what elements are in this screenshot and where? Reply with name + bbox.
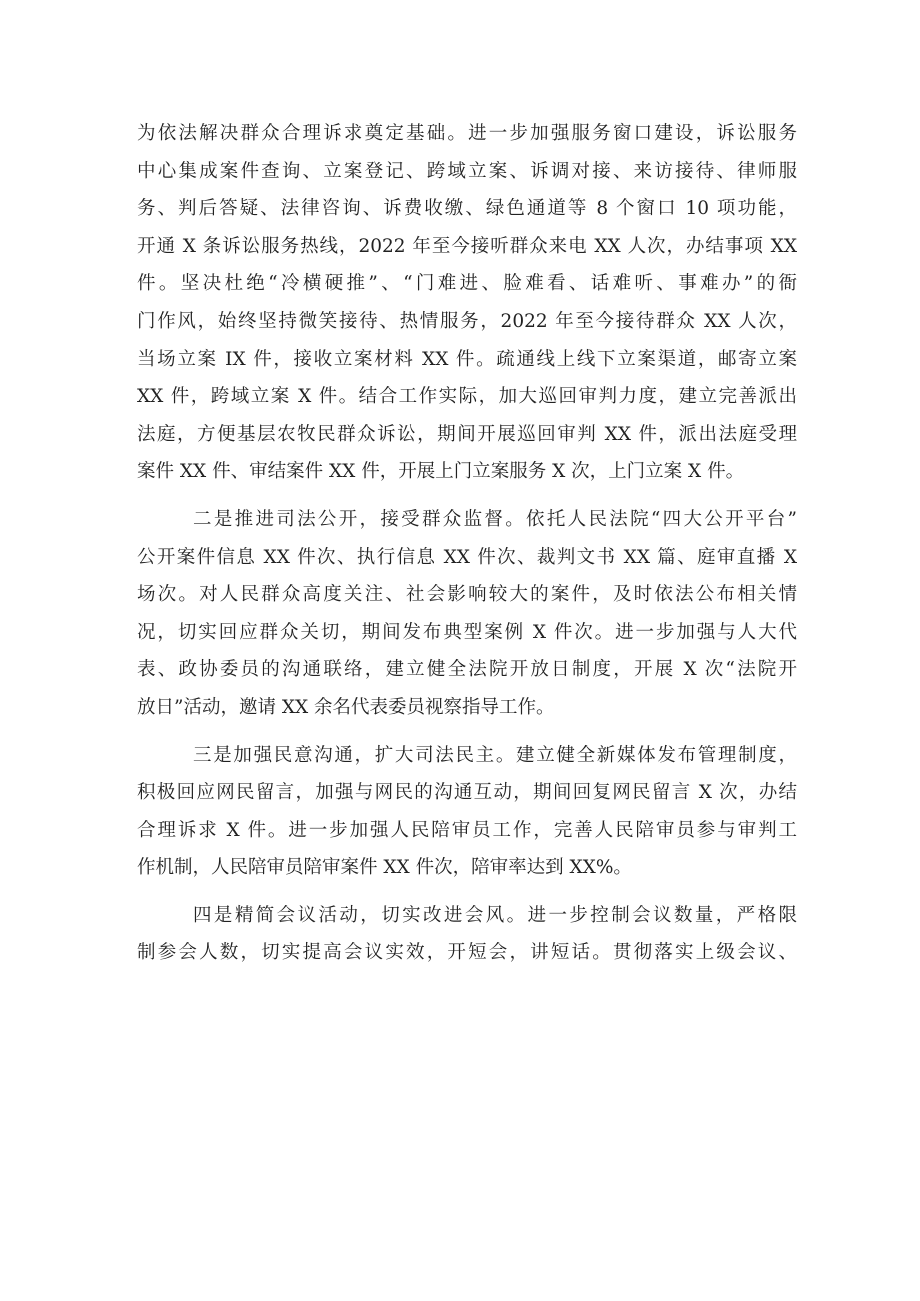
- text-line: 四是精简会议活动，切实改进会风。进一步控制会议数量，严格限: [193, 904, 797, 926]
- text-line: 表、政协委员的沟通联络，建立健全法院开放日制度，开展 X 次“法院开: [137, 659, 797, 681]
- text-line: 二是推进司法公开，接受群众监督。依托人民法院“四大公开平台”: [193, 508, 797, 530]
- paragraph-3: [137, 737, 797, 887]
- text-line: 案件 XX 件、审结案件 XX 件，开展上门立案服务 X 次，上门立案 X 件。: [137, 461, 745, 483]
- text-line: 务、判后答疑、法律咨询、诉费收缴、绿色通道等 8 个窗口 10 项功能，: [137, 198, 797, 220]
- text-line: 制参会人数，切实提高会议实效，开短会，讲短话。贯彻落实上级会议、: [137, 942, 797, 964]
- paragraph-1: [137, 115, 797, 491]
- text-line: 场次。对人民群众高度关注、社会影响较大的案件，及时依法公布相关情: [137, 584, 797, 606]
- text-line: 况，切实回应群众关切，期间发布典型案例 X 件次。进一步加强与人大代: [137, 621, 797, 643]
- text-line: 三是加强民意沟通，扩大司法民主。建立健全新媒体发布管理制度，: [193, 744, 797, 766]
- paragraph-4: [137, 897, 797, 972]
- text-line: 开通 X 条诉讼服务热线，2022 年至今接听群众来电 XX 人次，办结事项 XX: [137, 235, 797, 257]
- paragraph-2: [137, 501, 797, 727]
- text-line: 法庭，方便基层农牧民群众诉讼，期间开展巡回审判 XX 件，派出法庭受理: [137, 423, 797, 445]
- text-line: 公开案件信息 XX 件次、执行信息 XX 件次、裁判文书 XX 篇、庭审直播 X: [137, 546, 797, 568]
- text-line: 件。坚决杜绝“冷横硬推”、“门难进、脸难看、话难听、事难办”的衙: [137, 273, 797, 295]
- text-line: 为依法解决群众合理诉求奠定基础。进一步加强服务窗口建设，诉讼服务: [137, 123, 797, 144]
- text-line: 门作风，始终坚持微笑接待、热情服务，2022 年至今接待群众 XX 人次，: [137, 310, 797, 332]
- document-body: [137, 115, 797, 972]
- text-line: 作机制，人民陪审员陪审案件 XX 件次，陪审率达到 XX%。: [137, 857, 632, 879]
- text-line: 中心集成案件查询、立案登记、跨域立案、诉调对接、来访接待、律师服: [137, 160, 797, 182]
- text-line: 当场立案 IX 件，接收立案材料 XX 件。疏通线上线下立案渠道，邮寄立案: [137, 348, 797, 370]
- text-line: XX 件，跨域立案 X 件。结合工作实际，加大巡回审判力度，建立完善派出: [137, 386, 797, 408]
- text-line: 积极回应网民留言，加强与网民的沟通互动，期间回复网民留言 X 次，办结: [137, 782, 797, 804]
- text-line: 合理诉求 X 件。进一步加强人民陪审员工作，完善人民陪审员参与审判工: [137, 819, 797, 841]
- text-line: 放日”活动，邀请 XX 余名代表委员视察指导工作。: [137, 696, 555, 718]
